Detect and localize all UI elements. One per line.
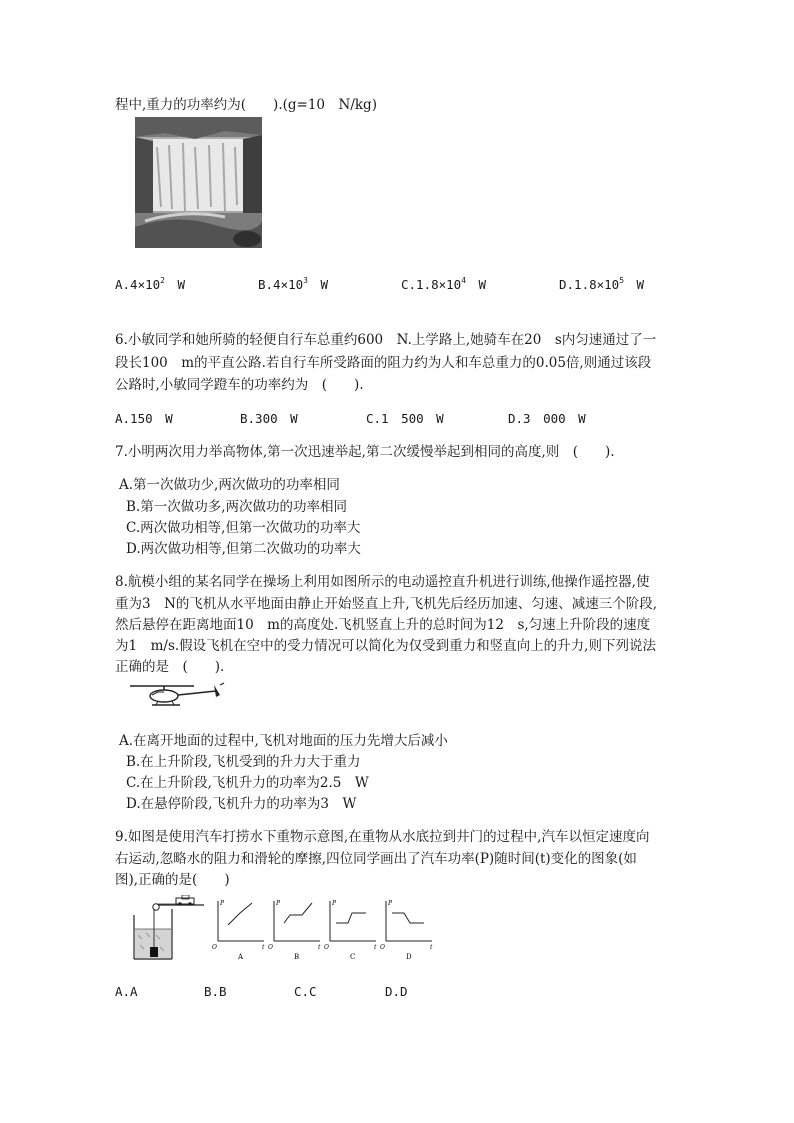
- q6-line-1: 6.小敏同学和她所骑的轻便自行车总重约600 N.上学路上,她骑车在20 s内匀速通过了一: [115, 332, 657, 348]
- q7-stem: 7.小明两次用力举高物体,第一次迅速举起,第二次缓慢举起到相同的高度,则 ( ).: [115, 444, 615, 460]
- q7-option-a: A.第一次做功少,两次做功的功率相同: [119, 477, 340, 493]
- power-time-graphs: [210, 897, 442, 961]
- q5-option-c: $C.1.8\times 10^4$ W: [401, 276, 487, 292]
- q8-line-5: 正确的是 ( ).: [115, 659, 225, 675]
- well-truck-diagram: [132, 895, 206, 961]
- graph-b-label: B: [294, 953, 300, 961]
- graph-a-origin: O: [212, 944, 217, 951]
- q8-option-a: A.在离开地面的过程中,飞机对地面的压力先增大后减小: [119, 733, 448, 749]
- q9-option-d: D.D: [385, 984, 408, 999]
- waterfall-photo: [135, 117, 262, 248]
- q9-option-b: B.B: [204, 984, 227, 999]
- q7-option-d: D.两次做功相等,但第二次做功的功率大: [126, 541, 361, 557]
- graph-b-p-label: P: [276, 900, 281, 907]
- q8-line-3: 然后悬停在距离地面10 m的高度处.飞机竖直上升的总时间为12 s,匀速上升阶段的速度: [115, 617, 651, 633]
- graph-d-origin: O: [380, 944, 385, 951]
- graph-d-p-label: P: [388, 900, 393, 907]
- q5-option-d: $D.1.8\times 10^5$ W: [559, 276, 645, 292]
- graph-d-label: D: [406, 953, 412, 961]
- helicopter-illustration: [128, 681, 226, 709]
- q6-line-2: 段长100 m的平直公路.若自行车所受路面的阻力约为人和车总重力的0.05倍,则通过该段: [115, 355, 652, 371]
- q8-option-b: B.在上升阶段,飞机受到的升力大于重力: [126, 754, 361, 770]
- graph-d-t-label: t: [430, 944, 433, 951]
- q9-option-c: C.C: [294, 984, 317, 999]
- q7-option-c: C.两次做功相等,但第一次做功的功率大: [126, 520, 361, 536]
- q5-stem-tail: 程中,重力的功率约为( ).(g=10 N/kg): [115, 97, 377, 113]
- q8-option-d: D.在悬停阶段,飞机升力的功率为3 W: [126, 796, 357, 812]
- q6-option-d: D.3 000 W: [508, 411, 586, 426]
- graph-b-t-label: t: [318, 944, 321, 951]
- q6-option-c: C.1 500 W: [366, 411, 444, 426]
- q9-line-1: 9.如图是使用汽车打捞水下重物示意图,在重物从水底拉到井门的过程中,汽车以恒定速度向: [115, 829, 650, 845]
- graph-a: [212, 900, 265, 961]
- q6-line-3: 公路时,小敏同学蹬车的功率约为 ( ).: [115, 377, 364, 393]
- q5-option-a: $A.4\times 10^2$ W: [115, 276, 186, 292]
- q8-line-4: 为1 m/s.假设飞机在空中的受力情况可以简化为仅受到重力和竖直向上的升力,则下列说法: [115, 638, 656, 654]
- graph-b-origin: O: [268, 944, 273, 951]
- q9-line-2: 右运动,忽略水的阻力和滑轮的摩擦,四位同学画出了汽车功率(P)随时间(t)变化的图象(如: [115, 851, 637, 867]
- q5-option-b: $B.4\times 10^3$ W: [258, 276, 329, 292]
- q7-option-b: B.第一次做功多,两次做功的功率相同: [126, 499, 348, 515]
- graph-c-p-label: P: [332, 900, 337, 907]
- q8-line-2: 重为3 N的飞机从水平地面由静止开始竖直上升,飞机先后经历加速、匀速、减速三个阶段,: [115, 596, 657, 612]
- graph-c: [324, 900, 377, 961]
- graph-c-origin: O: [324, 944, 329, 951]
- q6-option-a: A.150 W: [115, 411, 173, 426]
- q6-option-b: B.300 W: [240, 411, 298, 426]
- graph-d: [380, 900, 433, 961]
- graph-a-p-label: P: [220, 900, 225, 907]
- graph-a-label: A: [238, 953, 244, 961]
- q8-line-1: 8.航模小组的某名同学在操场上利用如图所示的电动遥控直升机进行训练,他操作遥控器,使: [115, 574, 650, 590]
- graph-a-t-label: t: [262, 944, 265, 951]
- q8-option-c: C.在上升阶段,飞机升力的功率为2.5 W: [126, 775, 369, 791]
- graph-c-label: C: [350, 953, 356, 961]
- graph-c-t-label: t: [374, 944, 377, 951]
- graph-b: [268, 900, 321, 961]
- q9-option-a: A.A: [115, 984, 138, 999]
- q9-line-3: 图),正确的是( ): [115, 872, 230, 888]
